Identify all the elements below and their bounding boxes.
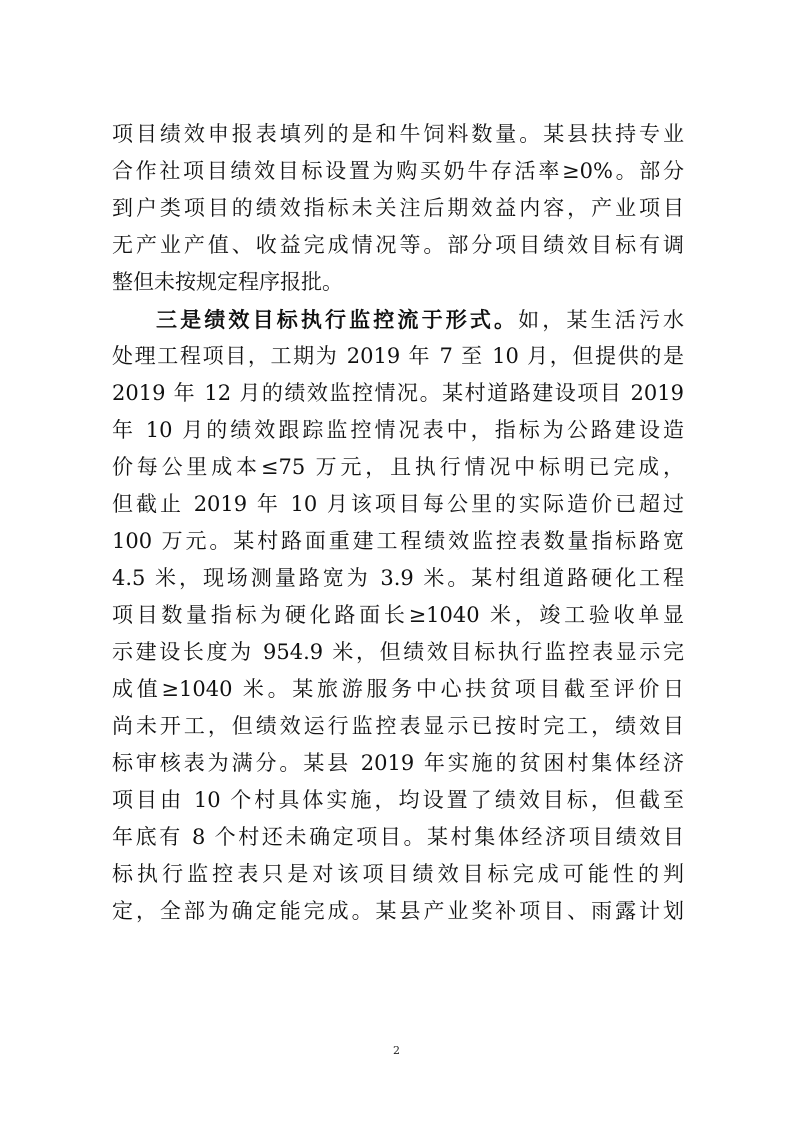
text-line: 年 10 月的绩效跟踪监控情况表中，指标为公路建设造 <box>112 418 684 442</box>
text-line: 无产业产值、收益完成情况等。部分项目绩效目标有调 <box>112 233 684 257</box>
text-line: 整但未按规定程序报批。 <box>112 270 343 294</box>
text-run: 如，某生活污水 <box>518 308 685 332</box>
text-line: 4.5 米，现场测量路宽为 3.9 米。某村组道路硬化工程 <box>112 566 684 590</box>
text-line: 但截止 2019 年 10 月该项目每公里的实际造价已超过 <box>112 492 684 516</box>
text-line: 到户类项目的绩效指标未关注后期效益内容，产业项目 <box>112 196 684 220</box>
text-line: 项目由 10 个村具体实施，均设置了绩效目标，但截至 <box>112 788 684 812</box>
text-line: 项目绩效申报表填列的是和牛饲料数量。某县扶持专业 <box>112 122 684 146</box>
text-line: 标执行监控表只是对该项目绩效目标完成可能性的判 <box>112 862 684 886</box>
text-line: 合作社项目绩效目标设置为购买奶牛存活率≥0%。部分 <box>112 159 684 183</box>
text-line: 处理工程项目，工期为 2019 年 7 至 10 月，但提供的是 <box>112 344 684 368</box>
paragraph <box>112 116 684 301</box>
text-line: 尚未开工，但绩效运行监控表显示已按时完工，绩效目 <box>112 714 684 738</box>
page-number: 2 <box>393 1044 400 1057</box>
text-line: 成值≥1040 米。某旅游服务中心扶贫项目截至评价日 <box>112 677 684 701</box>
text-line: 项目数量指标为硬化路面长≥1040 米，竣工验收单显 <box>112 603 684 627</box>
text-line <box>112 301 684 338</box>
text-line: 价每公里成本≤75 万元，且执行情况中标明已完成， <box>112 455 684 479</box>
paragraph-heading: 三是绩效目标执行监控流于形式。 <box>156 307 519 332</box>
text-line: 示建设长度为 954.9 米，但绩效目标执行监控表显示完 <box>112 640 684 664</box>
text-line: 100 万元。某村路面重建工程绩效监控表数量指标路宽 <box>112 529 684 553</box>
text-line: 2019 年 12 月的绩效监控情况。某村道路建设项目 2019 <box>112 381 684 405</box>
text-line: 定，全部为确定能完成。某县产业奖补项目、雨露计划 <box>112 899 684 923</box>
text-line: 标审核表为满分。某县 2019 年实施的贫困村集体经济 <box>112 751 684 775</box>
paragraph <box>112 301 684 930</box>
body-text <box>112 116 684 930</box>
text-line: 年底有 8 个村还未确定项目。某村集体经济项目绩效目 <box>112 825 684 849</box>
